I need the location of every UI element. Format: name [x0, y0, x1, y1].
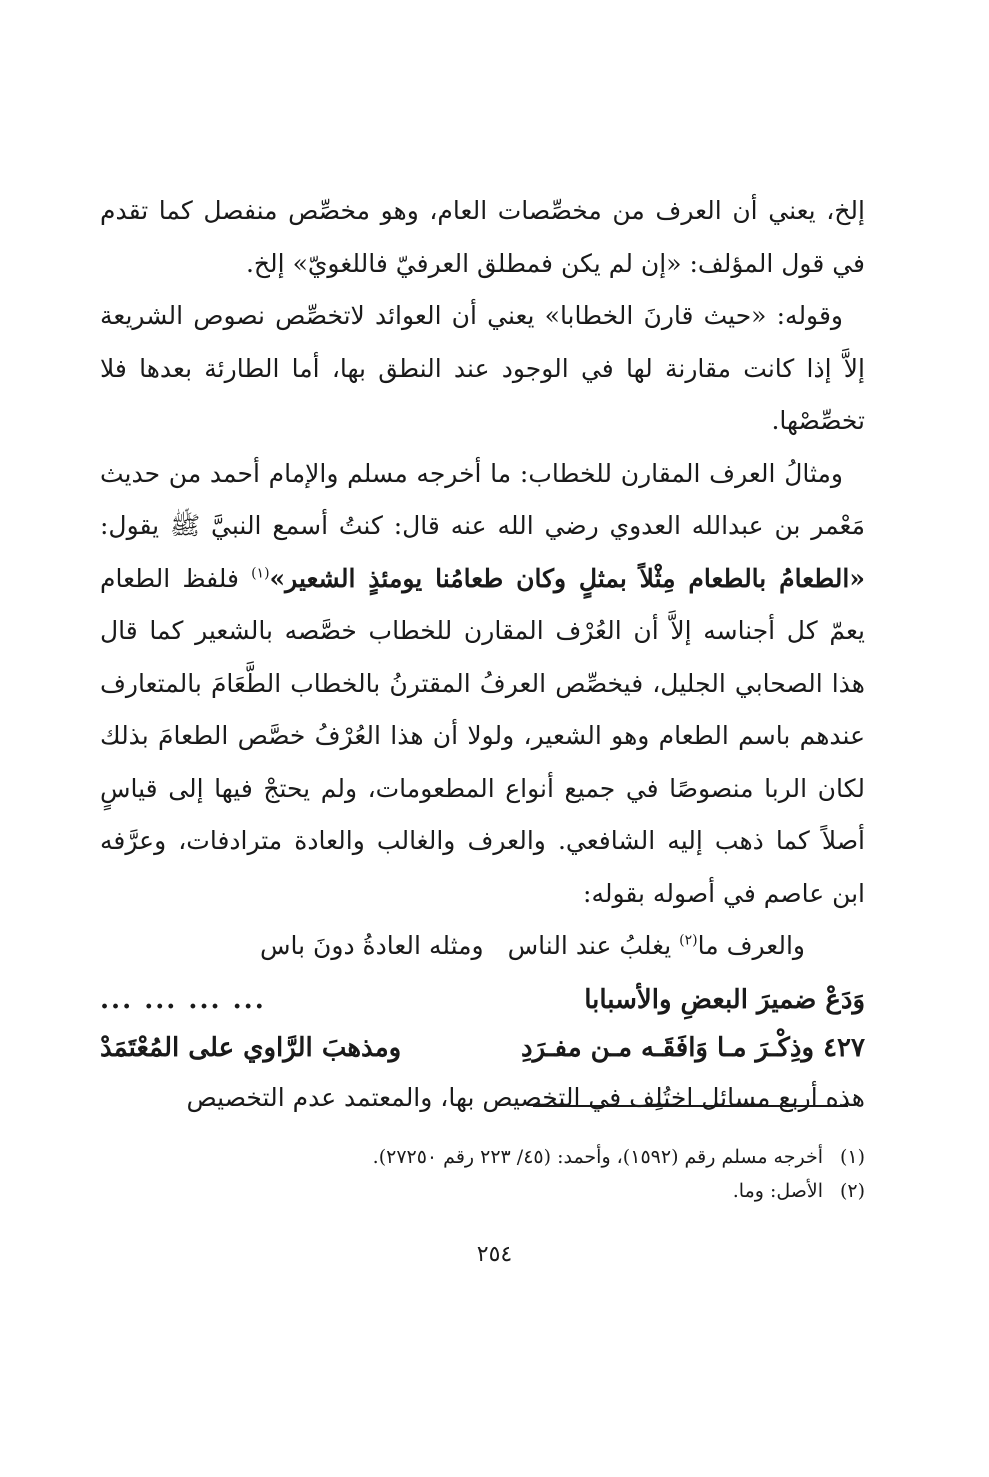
- page-number: ٢٥٤: [476, 1242, 513, 1267]
- footnote-1: [200, 1140, 865, 1174]
- poem-hemistich-left: ومذهبَ الرَّاوي على المُعْتَمَدْ: [100, 1033, 402, 1063]
- poem-line-427: [100, 1024, 865, 1072]
- verse-line: [100, 920, 865, 972]
- page-body: [100, 185, 865, 1125]
- paragraph-4: هذه أربع مسائل اختُلِف في التخصيص بها، والمعتمد عدم التخصيص: [186, 1083, 865, 1112]
- hadith-quote: «الطعامُ بالطعام مِثْلاً بمثلٍ وكان طعامُنا يومئذٍ الشعير»: [269, 563, 865, 593]
- footnote-ref-1: (١): [251, 565, 270, 582]
- footnote-separator: [533, 1105, 848, 1107]
- paragraph-1: إلخ، يعني أن العرف من مخصِّصات العام، وهو مخصِّص منفصل كما تقدم في قول المؤلف: «إن لم يكن فمطلق العرفيّ فاللغويّ» إلخ.: [100, 196, 865, 278]
- footnote-text: الأصل: وما.: [732, 1180, 823, 1202]
- footnote-ref-2: (٢): [679, 932, 698, 949]
- paragraph-3-intro: ومثالُ العرف المقارن للخطاب: ما أخرجه مسلم والإمام أحمد من حديث مَعْمر بن عبدالله العدوي رضي الله عنه قال: كنتُ أسمع النبيَّ ﷺ يقول:: [100, 458, 865, 540]
- paragraph-3-rest: فلفظ الطعام يعمّ كل أجناسه إلاَّ أن العُرْف المقارن للخطاب خصَّصه بالشعير كما قال هذا الصحابي الجليل، فيخصِّص العرفُ المقترنُ بالخطاب الطَّعَامَ بالمتعارف عندهم باسم الطعام وهو الشعير، ولولا أن هذا العُرْفُ خصَّص الطعامَ بذلك لكان الربا منصوصًا في جميع أنواع المطعومات، ولم يحتجْ فيها إلى قياسٍ أصلاً كما ذهب إليه الشافعي. والعرف والغالب والعادة مترادفات، وعرَّفه ابن عاصم في أصوله بقوله:: [100, 563, 865, 908]
- footnotes: [200, 1140, 865, 1208]
- footnote-text: أخرجه مسلم رقم (١٥٩٢)، وأحمد: (٤٥/ ٢٢٣ رقم ٢٧٢٥٠).: [372, 1146, 823, 1168]
- verse-hemistich-1: والعرف ما$^{(٢)}$ يغلبُ عند الناس: [507, 931, 805, 960]
- poem-hemistich-right: ٤٢٧ وذِكْـرَ مـا وَافَقَـه مـن مفـرَدِ: [521, 1033, 865, 1063]
- poem-ellipsis: ... ... ... ...: [100, 985, 266, 1015]
- paragraph-3: [100, 448, 865, 921]
- poem-number: ٤٢٧: [823, 1033, 865, 1063]
- footnote-2: [200, 1174, 865, 1208]
- verse-hemistich-2: ومثله العادةُ دونَ باس: [259, 931, 484, 960]
- paragraph-2: وقوله: «حيث قارنَ الخطابا» يعني أن العوائد لاتخصِّص نصوص الشريعة إلاَّ إذا كانت مقارنة لها في الوجود عند النطق بها، أما الطارئة بعدها فلا تخصِّصْها.: [100, 301, 865, 435]
- footnote-number: (١): [839, 1146, 865, 1168]
- poem-hemistich-right: وَدَعْ ضميرَ البعضِ والأسبابا: [584, 985, 865, 1015]
- footnote-number: (٢): [839, 1180, 865, 1202]
- poem-line-426: [100, 976, 865, 1024]
